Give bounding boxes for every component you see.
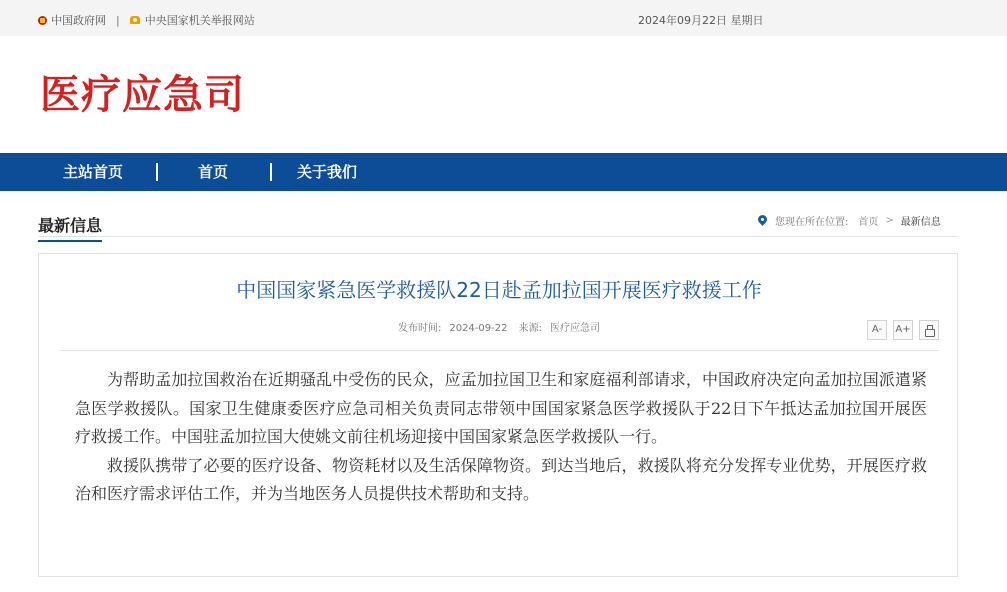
link-gov-portal-label: 中国政府网 xyxy=(51,14,106,27)
publish-date: 2024-09-22 xyxy=(449,323,508,334)
section-title: 最新信息 xyxy=(38,213,102,242)
section-divider xyxy=(38,236,958,237)
nav-separator xyxy=(156,163,158,181)
article-meta xyxy=(39,319,959,334)
main-nav xyxy=(0,153,1007,191)
nav-item-about[interactable]: 关于我们 xyxy=(297,163,358,181)
article-panel xyxy=(38,253,958,577)
breadcrumb-home[interactable]: 首页 xyxy=(858,217,879,228)
article-tools xyxy=(861,320,939,340)
top-links xyxy=(38,12,255,28)
site-logo[interactable]: 医疗应急司 xyxy=(40,71,245,118)
top-link-separator: | xyxy=(116,13,120,27)
breadcrumb-current: 最新信息 xyxy=(900,217,941,228)
location-pin-icon xyxy=(758,215,767,227)
link-gov-portal[interactable] xyxy=(38,12,106,28)
national-emblem-icon xyxy=(38,16,47,25)
font-larger-button[interactable]: A+ xyxy=(893,320,913,340)
report-icon xyxy=(130,15,140,25)
article-paragraph: 救援队携带了必要的医疗设备、物资耗材以及生活保障物资。到达当地后，救援队将充分发挥专业优势，开展医疗救治和医疗需求评估工作，并为当地医务人员提供技术帮助和支持。 xyxy=(75,455,927,503)
nav-item-home[interactable]: 首页 xyxy=(198,163,229,181)
source-label: 来源: xyxy=(518,323,543,334)
article-paragraph: 为帮助孟加拉国救治在近期骚乱中受伤的民众，应孟加拉国卫生和家庭福利部请求，中国政府决定向孟加拉国派遣紧急医学救援队。国家卫生健康委医疗应急司相关负责同志带领中国国家紧急医学救援队于22日下午抵达孟加拉国开展医疗救援工作。中国驻孟加拉国大使姚文前往机场迎接中国国家紧急医学救援队一行。 xyxy=(75,370,927,446)
nav-item-main-home[interactable]: 主站首页 xyxy=(63,163,124,181)
article-title: 中国国家紧急医学救援队22日赴孟加拉国开展医疗救援工作 xyxy=(236,278,762,302)
article-divider xyxy=(59,350,939,351)
article-body xyxy=(75,366,927,509)
breadcrumb-chevron: > xyxy=(885,215,894,226)
font-smaller-button[interactable]: A- xyxy=(867,320,887,340)
link-report-site-label: 中央国家机关举报网站 xyxy=(144,14,255,27)
breadcrumb-prefix: 您现在所在位置: xyxy=(775,217,849,228)
top-bar xyxy=(0,0,1007,36)
breadcrumb xyxy=(758,213,941,228)
nav-separator xyxy=(270,163,272,181)
print-icon[interactable] xyxy=(919,320,939,340)
publish-label: 发布时间: xyxy=(397,323,442,334)
source-value: 医疗应急司 xyxy=(550,323,601,334)
current-date: 2024年09月22日 星期日 xyxy=(638,14,764,27)
link-report-site[interactable] xyxy=(130,12,255,28)
